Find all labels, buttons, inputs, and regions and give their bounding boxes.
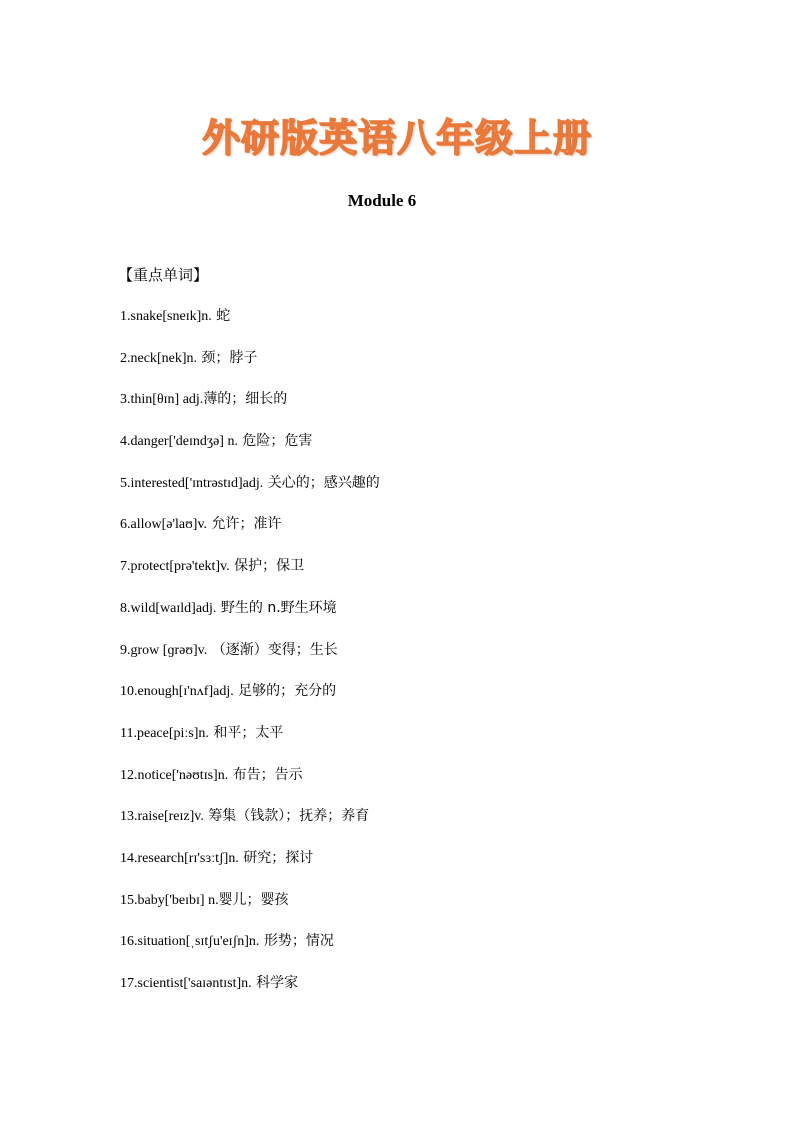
vocab-phonetic: [θɪn] — [152, 392, 180, 408]
vocab-part-of-speech: n. — [241, 976, 252, 991]
vocab-meaning: 颈；脖子 — [196, 349, 258, 366]
vocab-item — [120, 972, 380, 1014]
vocab-word: wild — [130, 600, 156, 616]
vocab-part-of-speech: n. — [204, 892, 219, 908]
vocab-part-of-speech: v. — [197, 642, 208, 658]
vocab-meaning: 研究；探讨 — [238, 849, 314, 866]
vocab-phonetic: [ɡrəʊ] — [159, 642, 198, 658]
vocab-word: notice — [137, 767, 172, 783]
vocab-part-of-speech: n. — [198, 725, 209, 741]
vocab-item — [120, 889, 380, 931]
vocab-number: 4. — [120, 434, 131, 450]
vocab-word: protect — [130, 559, 170, 575]
vocab-number: 1. — [120, 309, 131, 324]
vocab-phonetic: [reɪz] — [163, 809, 195, 825]
vocab-item — [120, 555, 380, 597]
vocab-item — [120, 430, 380, 472]
vocab-part-of-speech: adj. — [242, 475, 264, 491]
vocab-meaning: 筹集（钱款）；抚养；养育 — [203, 808, 370, 825]
vocab-phonetic: ['saɪəntɪst] — [183, 976, 242, 991]
vocab-item — [120, 722, 380, 764]
vocab-meaning: 足够的；充分的 — [233, 683, 337, 700]
vocab-part-of-speech: n. — [228, 850, 239, 866]
vocab-part-of-speech: adj. — [213, 684, 234, 700]
vocab-phonetic: [ˌsɪtʃu'eɪʃn] — [185, 934, 249, 950]
vocab-meaning: 蛇 — [211, 308, 231, 324]
vocab-part-of-speech: v. — [194, 809, 204, 825]
vocab-item — [120, 847, 380, 889]
vocab-meaning: 形势；情况 — [259, 933, 334, 950]
vocab-item — [120, 388, 380, 430]
vocab-phonetic: [rɪ'sɜːtʃ] — [184, 850, 229, 866]
vocab-item — [120, 597, 380, 639]
vocab-meaning: 保护；保卫 — [229, 558, 305, 575]
vocab-number: 3. — [120, 392, 131, 408]
vocab-item — [120, 472, 380, 514]
vocab-word: raise — [137, 809, 164, 825]
vocab-number: 14. — [120, 850, 138, 866]
vocab-meaning: 危险；危害 — [237, 433, 313, 450]
vocab-number: 17. — [120, 976, 138, 991]
vocab-item — [120, 680, 380, 722]
module-heading: Module 6 — [347, 191, 417, 210]
vocab-item — [120, 513, 380, 555]
vocab-word: peace — [136, 725, 169, 741]
vocab-phonetic: [piːs] — [168, 725, 199, 741]
vocab-word: neck — [130, 350, 157, 366]
vocab-word: interested — [130, 475, 185, 491]
vocab-word: grow — [130, 642, 160, 658]
section-label-key-words: 【重点单词】 — [118, 266, 209, 284]
vocab-phonetic: [ɪ'nʌf] — [178, 684, 214, 700]
vocab-number: 2. — [120, 350, 131, 366]
vocab-item — [120, 305, 380, 347]
vocab-phonetic: ['nəʊtɪs] — [171, 767, 218, 783]
vocab-part-of-speech: n. — [186, 350, 197, 366]
vocab-word: scientist — [137, 976, 184, 991]
vocab-meaning: 野生的 n.野生环境 — [216, 599, 337, 616]
vocab-word: snake — [130, 309, 163, 324]
vocab-number: 12. — [120, 767, 138, 783]
vocab-part-of-speech: n. — [217, 767, 229, 783]
vocab-part-of-speech: v. — [197, 517, 208, 533]
vocab-number: 10. — [120, 684, 138, 700]
vocabulary-list — [120, 305, 380, 1014]
vocab-phonetic: ['beɪbɪ] — [164, 892, 205, 908]
vocab-word: situation — [137, 934, 186, 950]
vocab-meaning: 薄的；细长的 — [203, 391, 288, 408]
vocab-number: 7. — [120, 559, 131, 575]
vocab-item — [120, 639, 380, 681]
vocab-phonetic: [nek] — [156, 350, 187, 366]
vocab-phonetic: [waɪld] — [155, 600, 196, 616]
vocab-number: 16. — [120, 934, 138, 950]
vocab-meaning: 布告；告示 — [228, 766, 303, 783]
vocab-number: 13. — [120, 809, 138, 825]
vocab-part-of-speech: n. — [223, 434, 238, 450]
document-title: 外研版英语八年级上册 — [201, 116, 592, 160]
vocab-meaning: 婴儿；婴孩 — [218, 891, 289, 908]
vocab-item — [120, 347, 380, 389]
vocab-item — [120, 930, 380, 972]
vocab-word: allow — [130, 517, 162, 533]
vocab-part-of-speech: adj. — [179, 392, 204, 408]
vocab-meaning: （逐渐）变得；生长 — [207, 641, 338, 658]
vocab-meaning: 和平；太平 — [208, 724, 284, 741]
vocab-word: baby — [137, 892, 165, 908]
vocab-part-of-speech: n. — [248, 934, 260, 950]
vocab-number: 15. — [120, 892, 138, 908]
vocab-number: 11. — [120, 725, 137, 741]
vocab-phonetic: ['deɪndʒə] — [168, 434, 224, 450]
vocab-phonetic: [prə'tekt] — [169, 559, 221, 575]
vocab-meaning: 允许；准许 — [207, 516, 282, 533]
vocab-phonetic: [ə'laʊ] — [161, 517, 198, 533]
vocab-number: 8. — [120, 600, 131, 616]
vocab-word: thin — [130, 392, 153, 408]
vocab-number: 5. — [120, 475, 131, 491]
vocab-word: research — [137, 850, 185, 866]
vocab-meaning: 科学家 — [251, 975, 299, 991]
vocab-word: enough — [137, 684, 179, 700]
vocab-part-of-speech: adj. — [195, 600, 217, 616]
vocab-part-of-speech: v. — [220, 559, 230, 575]
vocab-phonetic: ['ɪntrəstɪd] — [184, 475, 243, 491]
vocab-number: 6. — [120, 517, 131, 533]
vocab-part-of-speech: n. — [201, 309, 212, 324]
vocab-phonetic: [sneɪk] — [162, 309, 202, 324]
vocab-number: 9. — [120, 642, 131, 658]
vocab-item — [120, 764, 380, 806]
vocab-meaning: 关心的；感兴趣的 — [263, 474, 380, 491]
vocab-item — [120, 805, 380, 847]
vocab-word: danger — [130, 434, 169, 450]
